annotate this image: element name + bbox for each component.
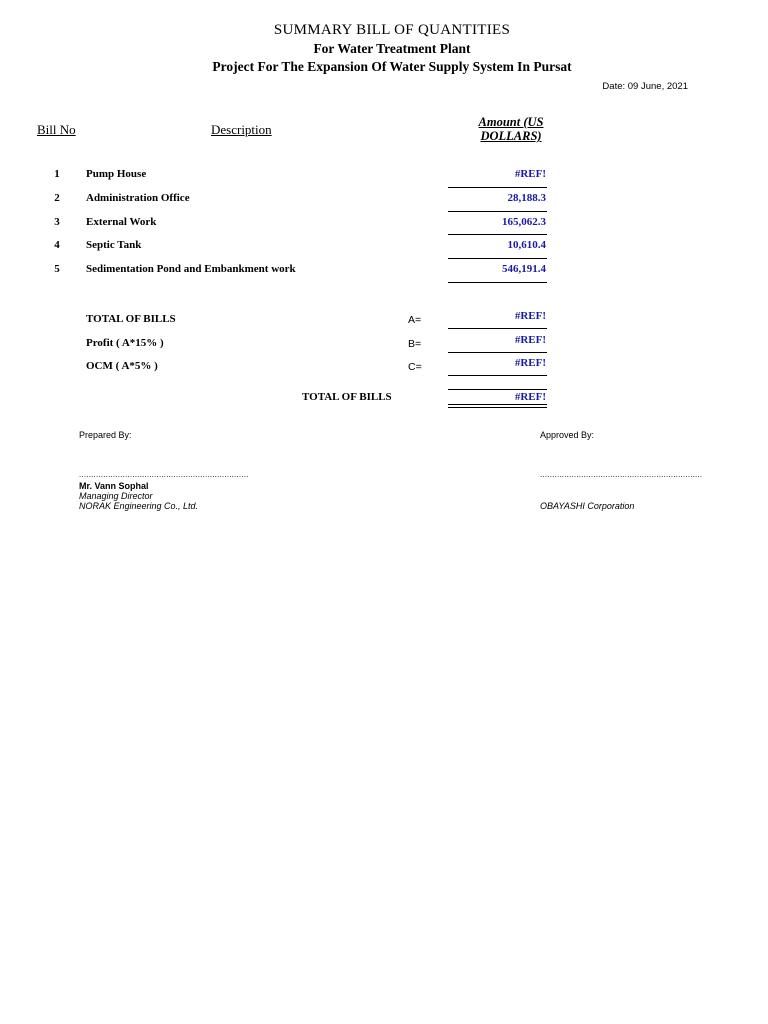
signature-line-right: ................................................................... xyxy=(540,470,703,479)
description-header: Description xyxy=(211,122,272,137)
row-divider xyxy=(448,211,547,212)
total-amount: #REF! xyxy=(514,357,546,369)
preparer-company: NORAK Engineering Co., Ltd. xyxy=(79,501,199,511)
bill-description: Administration Office xyxy=(86,192,190,204)
bill-amount: 546,191.4 xyxy=(502,263,546,275)
bill-number: 2 xyxy=(54,192,60,204)
bill-number: 5 xyxy=(54,263,60,275)
bill-number: 1 xyxy=(54,168,60,180)
grand-total-label: TOTAL OF BILLS xyxy=(302,391,392,403)
bill-description: Pump House xyxy=(86,168,147,180)
row-divider xyxy=(448,258,547,259)
amount-header-line1: Amount (US xyxy=(478,115,544,129)
amount-header-line2: DOLLARS) xyxy=(480,129,542,143)
row-divider xyxy=(448,389,547,390)
total-key: C= xyxy=(408,361,422,373)
bill-number: 4 xyxy=(54,239,60,251)
row-divider xyxy=(448,375,547,376)
row-divider xyxy=(448,282,547,283)
row-divider xyxy=(448,328,547,329)
amount-header xyxy=(448,115,574,143)
bill-description: Septic Tank xyxy=(86,239,142,251)
total-label: TOTAL OF BILLS xyxy=(86,313,176,325)
prepared-by-label: Prepared By: xyxy=(79,430,132,440)
bill-description: Sedimentation Pond and Embankment work xyxy=(86,263,296,275)
total-label: Profit ( A*15% ) xyxy=(86,337,164,349)
signature-line-left: ...................................................................... xyxy=(79,470,249,479)
total-amount: #REF! xyxy=(514,310,546,322)
project-name: Project For The Expansion Of Water Supply System In Pursat xyxy=(212,59,572,74)
row-divider xyxy=(448,234,547,235)
approver-company: OBAYASHI Corporation xyxy=(540,501,635,511)
bill-amount: 10,610.4 xyxy=(507,239,546,251)
document-subtitle: For Water Treatment Plant xyxy=(313,41,471,56)
total-key: B= xyxy=(408,338,422,350)
bill-amount: 28,188.3 xyxy=(507,192,546,204)
grand-total-amount: #REF! xyxy=(514,391,546,403)
bill-amount: 165,062.3 xyxy=(502,216,546,228)
preparer-title: Managing Director xyxy=(79,491,153,501)
bill-number: 3 xyxy=(54,216,60,228)
total-amount: #REF! xyxy=(514,334,546,346)
bill-description: External Work xyxy=(86,216,157,228)
total-key: A= xyxy=(408,314,422,326)
document-title: SUMMARY BILL OF QUANTITIES xyxy=(273,22,511,38)
document-date: Date: 09 June, 2021 xyxy=(602,81,688,92)
row-divider xyxy=(448,187,547,188)
row-divider xyxy=(448,352,547,353)
double-underline xyxy=(448,404,547,408)
bill-no-header: Bill No xyxy=(37,122,76,137)
approved-by-label: Approved By: xyxy=(540,430,595,440)
total-label: OCM ( A*5% ) xyxy=(86,360,158,372)
preparer-name: Mr. Vann Sophal xyxy=(79,481,149,491)
bill-amount: #REF! xyxy=(514,168,546,180)
